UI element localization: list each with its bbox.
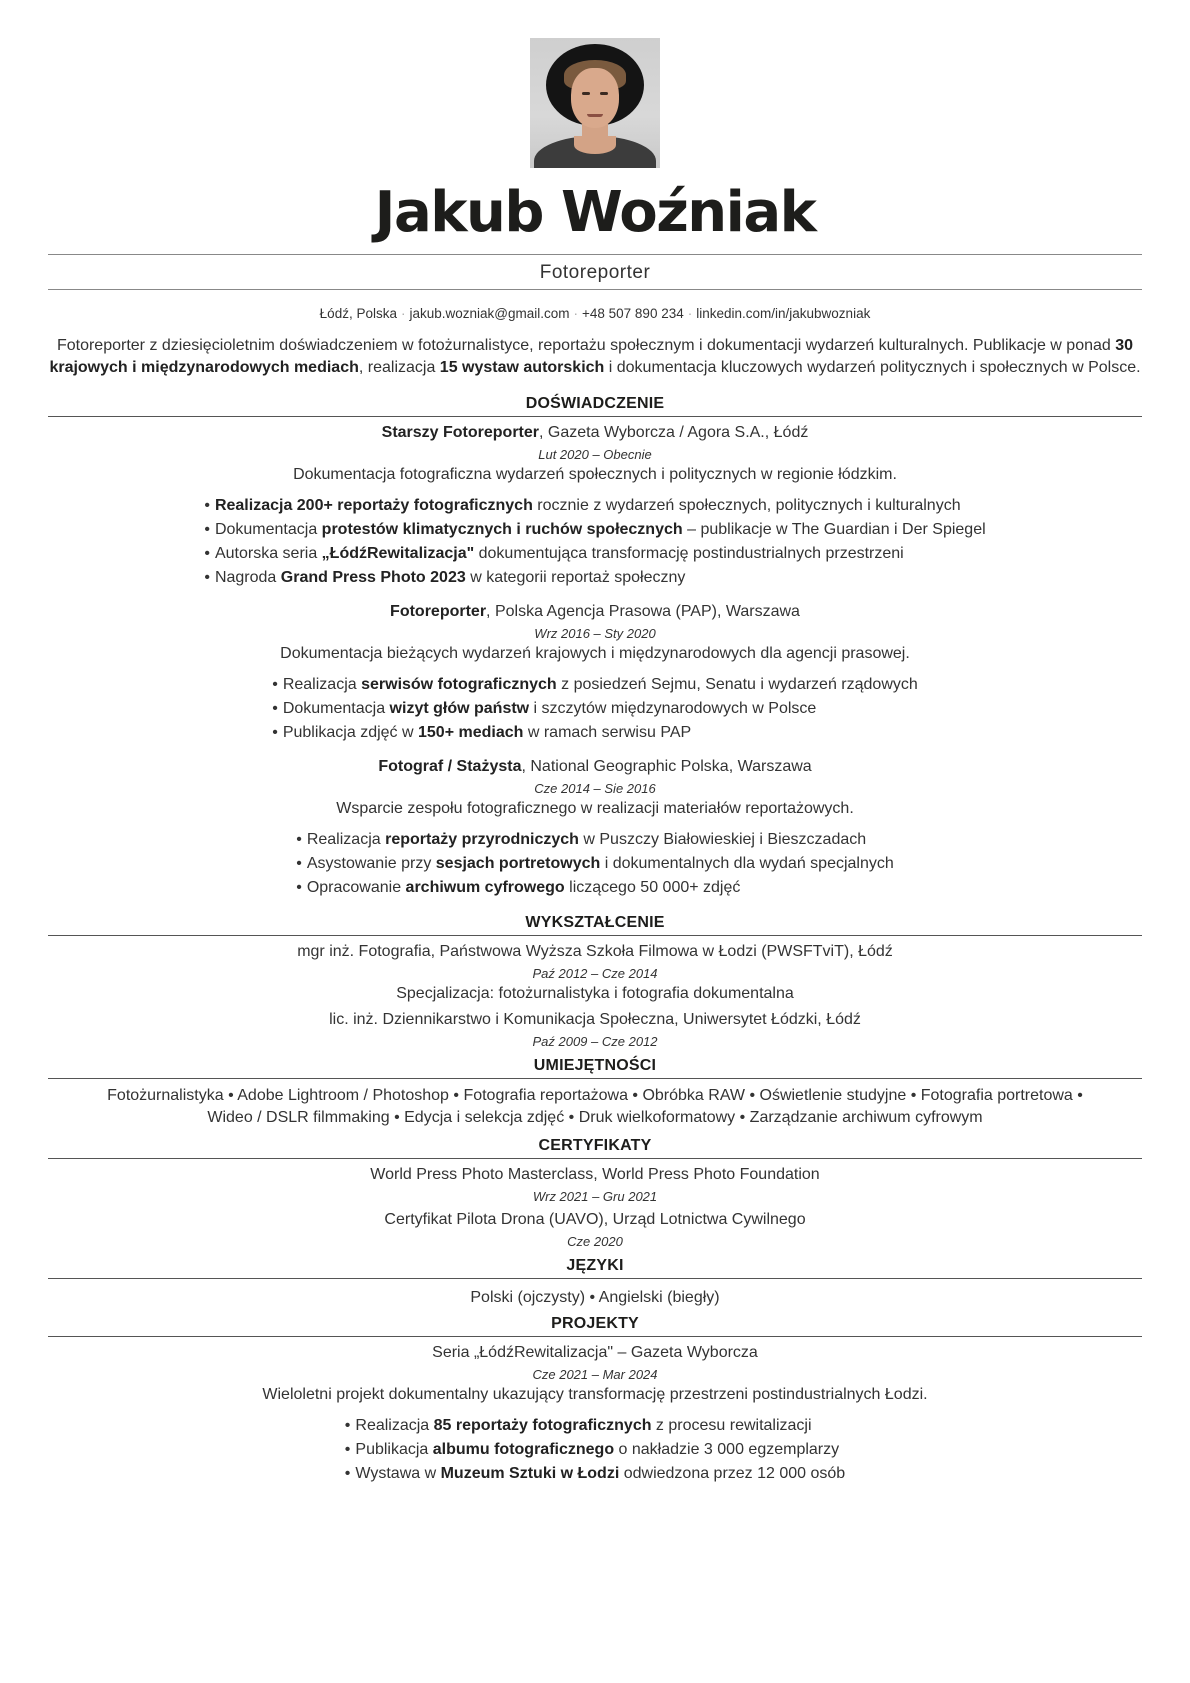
bullet-item: • Realizacja 85 reportaży fotograficznych z procesu rewitalizacji <box>345 1414 845 1438</box>
entry-date: Paź 2009 – Cze 2012 <box>532 1033 658 1049</box>
entry-description: Dokumentacja fotograficzna wydarzeń społecznych i politycznych w regionie łódzkim. <box>293 465 897 483</box>
entry-heading: mgr inż. Fotografia, Państwowa Wyższa Szkoła Filmowa w Łodzi (PWSFTviT), Łódź <box>297 942 893 960</box>
entry-org: , Gazeta Wyborcza / Agora S.A., Łódź <box>539 423 809 441</box>
job-title: Fotoreporter <box>539 261 651 283</box>
entry-date: Lut 2020 – Obecnie <box>538 446 652 462</box>
bullet-item: • Realizacja serwisów fotograficznych z posiedzeń Sejmu, Senatu i wydarzeń rządowych <box>272 673 918 697</box>
bullet-item: • Publikacja zdjęć w 150+ mediach w ramach serwisu PAP <box>272 721 918 745</box>
section-title-education: WYKSZTAŁCENIE <box>525 913 665 931</box>
separator-dot: · <box>400 305 406 321</box>
candidate-name: Jakub Woźniak <box>374 180 816 245</box>
bullet-item: • Realizacja reportaży przyrodniczych w Puszczy Białowieskiej i Bieszczadach <box>296 828 894 852</box>
entry-description: Wsparcie zespołu fotograficznego w realizacji materiałów reportażowych. <box>336 799 854 817</box>
entry-heading: lic. inż. Dziennikarstwo i Komunikacja Społeczna, Uniwersytet Łódzki, Łódź <box>329 1010 861 1028</box>
mouth-shape <box>587 114 603 117</box>
divider <box>48 1278 1142 1279</box>
divider <box>48 1078 1142 1079</box>
photo-container <box>48 38 1142 168</box>
entry-heading <box>48 603 1142 621</box>
collar-shape <box>574 136 616 154</box>
contact-email[interactable]: jakub.wozniak@gmail.com <box>409 305 570 321</box>
summary-paragraph <box>48 335 1142 379</box>
bullet-item: • Dokumentacja protestów klimatycznych i ruchów społecznych – publikacje w The Guardian i Der Spiegel <box>204 518 985 542</box>
entry-description: Specjalizacja: fotożurnalistyka i fotografia dokumentalna <box>396 984 794 1002</box>
divider <box>48 416 1142 417</box>
skills-list <box>48 1085 1142 1129</box>
summary-highlight: 15 wystaw autorskich <box>439 358 605 376</box>
entry-date: Paź 2012 – Cze 2014 <box>532 965 658 981</box>
section-title-experience: DOŚWIADCZENIE <box>525 394 665 412</box>
bullet-list <box>48 1412 1142 1492</box>
eye-left <box>582 92 590 95</box>
profile-photo <box>530 38 660 168</box>
summary-highlight: 30 krajowych i międzynarodowych mediach <box>49 336 1134 376</box>
entry-role: Fotoreporter <box>390 602 487 620</box>
entry-date: Cze 2021 – Mar 2024 <box>532 1366 658 1382</box>
eye-right <box>600 92 608 95</box>
summary-text: , realizacja <box>358 358 440 376</box>
entry-heading: World Press Photo Masterclass, World Press Photo Foundation <box>370 1165 820 1183</box>
face-shape <box>571 68 619 128</box>
entry-org: , National Geographic Polska, Warszawa <box>521 757 812 775</box>
certificate-entry <box>48 1211 1142 1249</box>
skills-line: Wideo / DSLR filmmaking • Edycja i selekcja zdjęć • Druk wielkoformatowy • Zarządzanie archiwum cyfrowym <box>207 1108 983 1126</box>
summary-text: i dokumentacja kluczowych wydarzeń politycznych i społecznych w Polsce. <box>604 358 1141 376</box>
contact-line <box>48 306 1142 321</box>
entry-date: Wrz 2016 – Sty 2020 <box>534 625 656 641</box>
section-title-projects: PROJEKTY <box>551 1314 639 1332</box>
entry-org: , Polska Agencja Prasowa (PAP), Warszawa <box>486 602 800 620</box>
entry-heading: Seria „ŁódźRewitalizacja" – Gazeta Wyborcza <box>432 1343 758 1361</box>
divider <box>48 935 1142 936</box>
summary-text: Fotoreporter z dziesięcioletnim doświadczeniem w fotożurnalistyce, reportażu społecznym i dokumentacji wydarzeń kulturalnych. Publikacje w ponad <box>56 336 1116 354</box>
entry-role: Fotograf / Stażysta <box>378 757 522 775</box>
contact-phone[interactable]: +48 507 890 234 <box>582 305 684 321</box>
entry-heading <box>48 758 1142 776</box>
experience-entry <box>48 603 1142 751</box>
bullet-item: • Opracowanie archiwum cyfrowego liczącego 50 000+ zdjęć <box>296 876 894 900</box>
contact-linkedin[interactable]: linkedin.com/in/jakubwozniak <box>696 305 871 321</box>
skills-line: Fotożurnalistyka • Adobe Lightroom / Photoshop • Fotografia reportażowa • Obróbka RAW • Oświetlenie studyjne • Fotografia portretowa • <box>107 1086 1083 1104</box>
entry-date: Cze 2020 <box>567 1233 623 1249</box>
entry-date: Cze 2014 – Sie 2016 <box>534 780 656 796</box>
entry-description: Wieloletni projekt dokumentalny ukazujący transformację przestrzeni postindustrialnych Łodzi. <box>262 1385 928 1403</box>
entry-description: Dokumentacja bieżących wydarzeń krajowych i międzynarodowych dla agencji prasowej. <box>280 644 910 662</box>
entry-date: Wrz 2021 – Gru 2021 <box>532 1188 658 1204</box>
contact-location: Łódź, Polska <box>319 305 397 321</box>
education-entry <box>48 1011 1142 1049</box>
section-title-certificates: CERTYFIKATY <box>538 1136 652 1154</box>
education-entry <box>48 943 1142 1003</box>
divider <box>48 289 1142 290</box>
entry-heading: Certyfikat Pilota Drona (UAVO), Urząd Lotnictwa Cywilnego <box>384 1210 806 1228</box>
bullet-item: • Realizacja 200+ reportaży fotograficznych rocznie z wydarzeń społecznych, politycznych i kulturalnych <box>204 494 985 518</box>
bullet-item: • Dokumentacja wizyt głów państw i szczytów międzynarodowych w Polsce <box>272 697 918 721</box>
section-title-languages: JĘZYKI <box>566 1256 624 1274</box>
bullet-list <box>48 826 1142 906</box>
experience-entry <box>48 758 1142 906</box>
entry-heading <box>48 424 1142 442</box>
bullet-list <box>48 492 1142 596</box>
bullet-item: • Autorska seria „ŁódźRewitalizacja" dokumentująca transformację postindustrialnych przestrzeni <box>204 542 985 566</box>
separator-dot: · <box>687 305 693 321</box>
separator-dot: · <box>573 305 578 321</box>
experience-entry <box>48 424 1142 596</box>
bullet-item: • Publikacja albumu fotograficznego o nakładzie 3 000 egzemplarzy <box>345 1438 845 1462</box>
project-entry <box>48 1344 1142 1492</box>
entry-role: Starszy Fotoreporter <box>381 423 540 441</box>
bullet-list <box>48 671 1142 751</box>
bullet-item: • Nagroda Grand Press Photo 2023 w kategorii reportaż społeczny <box>204 566 985 590</box>
bullet-item: • Wystawa w Muzeum Sztuki w Łodzi odwiedzona przez 12 000 osób <box>345 1462 845 1486</box>
certificate-entry <box>48 1166 1142 1204</box>
languages-list: Polski (ojczysty) • Angielski (biegły) <box>470 1288 720 1306</box>
bullet-item: • Asystowanie przy sesjach portretowych i dokumentalnych dla wydań specjalnych <box>296 852 894 876</box>
divider <box>48 1158 1142 1159</box>
section-title-skills: UMIEJĘTNOŚCI <box>533 1056 657 1074</box>
divider <box>48 1336 1142 1337</box>
